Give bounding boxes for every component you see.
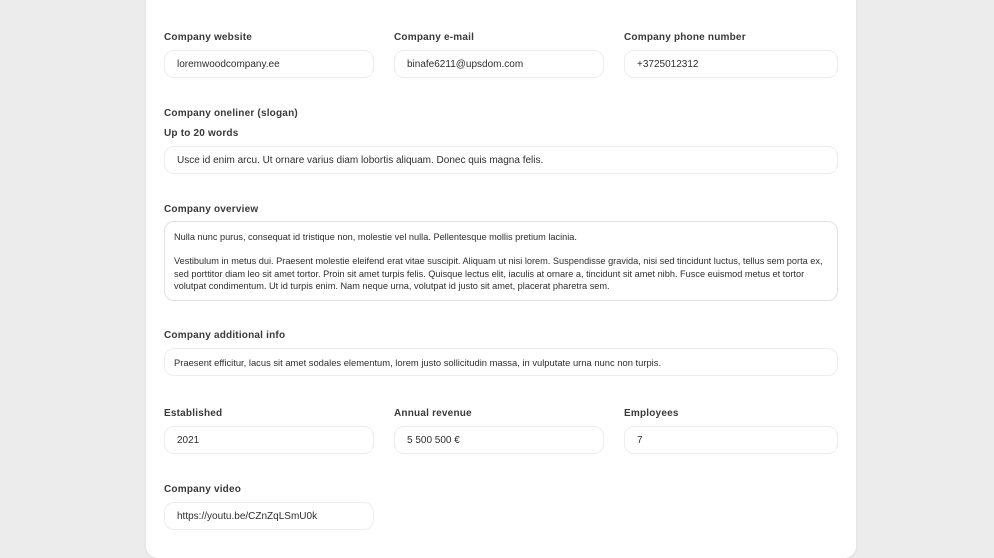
company-phone-label: Company phone number: [624, 32, 746, 43]
established-input[interactable]: 2021: [164, 426, 374, 454]
company-phone-input[interactable]: +3725012312: [624, 50, 838, 78]
company-overview-label: Company overview: [164, 204, 259, 215]
company-overview-textarea[interactable]: [164, 221, 838, 301]
employees-label: Employees: [624, 408, 679, 419]
company-oneliner-hint: Up to 20 words: [164, 128, 239, 139]
company-website-input[interactable]: loremwoodcompany.ee: [164, 50, 374, 78]
company-overview-paragraph-1: Nulla nunc purus, consequat id tristique non, molestie vel nulla. Pellentesque mollis pretium lacinia.: [174, 232, 577, 242]
company-website-label: Company website: [164, 32, 253, 43]
company-additional-info-label: Company additional info: [164, 330, 286, 341]
company-video-input[interactable]: https://youtu.be/CZnZqLSmU0k: [164, 502, 374, 530]
company-email-input[interactable]: binafe6211@upsdom.com: [394, 50, 604, 78]
company-overview-paragraph-2: Vestibulum in metus dui. Praesent molestie eleifend erat vitae suscipit. Aliquam ut nisi lorem. Suspendisse gravida, nisi sed tincidunt luctus, tellus sem porta ex, sed porttitor diam leo sit amet tortor. Proin sit amet turpis felis. Quisque lectus elit, iaculis at ornare a, tincidunt sit amet nibh. Fusce euismod metus et tortor volutpat condimentum. Ut id turpis enim. Nam neque urna, volutpat id justo sit amet, placerat pharetra sem.: [174, 256, 823, 292]
company-oneliner-label: Company oneliner (slogan): [164, 108, 298, 119]
company-email-label: Company e-mail: [394, 32, 475, 43]
employees-input[interactable]: 7: [624, 426, 838, 454]
company-form-card: [146, 0, 856, 558]
established-label: Established: [164, 408, 223, 419]
annual-revenue-label: Annual revenue: [394, 408, 472, 419]
company-video-label: Company video: [164, 484, 242, 495]
annual-revenue-input[interactable]: 5 500 500 €: [394, 426, 604, 454]
company-additional-info-input[interactable]: Praesent efficitur, lacus sit amet sodales elementum, lorem justo sollicitudin massa, in vulputate urna nunc non turpis.: [164, 348, 838, 376]
company-oneliner-input[interactable]: Usce id enim arcu. Ut ornare varius diam lobortis aliquam. Donec quis magna felis.: [164, 146, 838, 174]
